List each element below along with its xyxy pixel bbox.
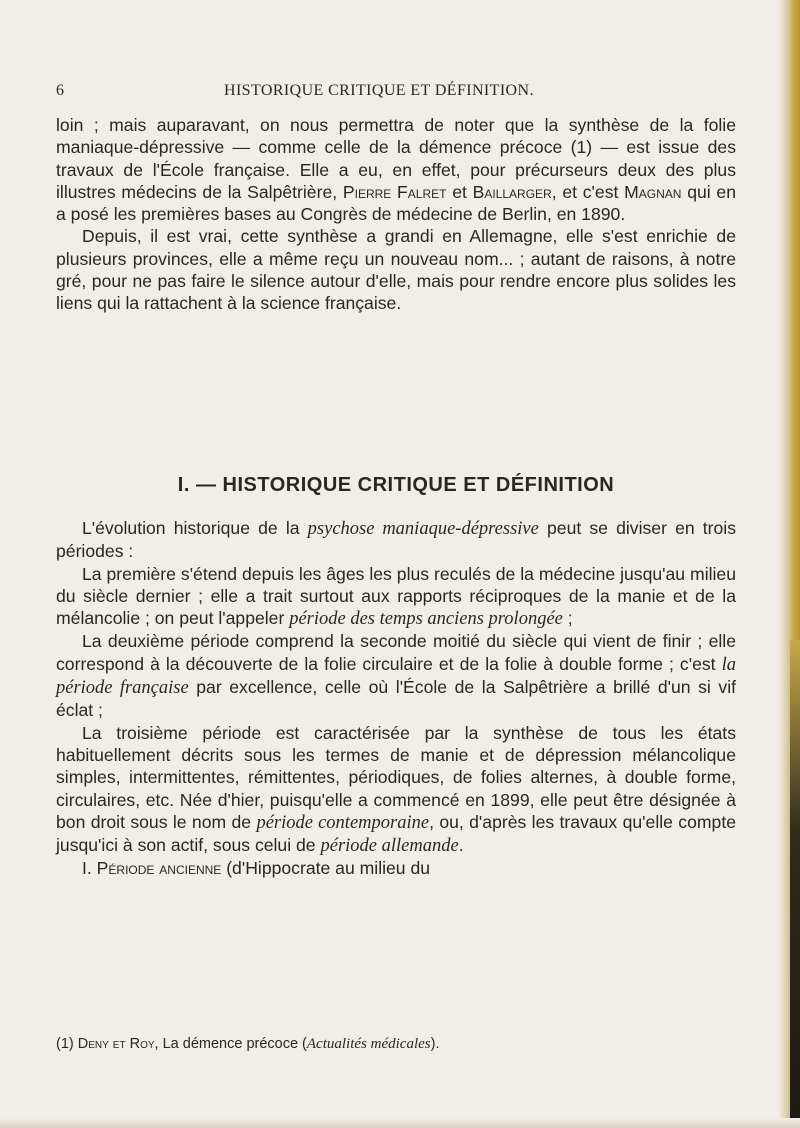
subsection-label: Période ancienne bbox=[96, 858, 222, 879]
running-title: HISTORIQUE CRITIQUE ET DÉFINITION. bbox=[224, 82, 534, 99]
intro-paragraph-2: Depuis, il est vrai, cette synthèse a grandi en Allemagne, elle s'est enrichie de plusieurs provinces, elle a même reçu un nouveau nom... ; autant de raisons, à notre gré, pour ne pas faire le silence autour d'elle, mais pour rendre encore plus solides les liens qui la rattachent à la science française. bbox=[56, 226, 736, 314]
page-number: 6 bbox=[56, 82, 65, 99]
emphasis: période allemande bbox=[320, 836, 459, 857]
section-paragraph-2: La première s'étend depuis les âges les plus reculés de la médecine jusqu'au milieu du siècle dernier ; elle a trait surtout aux rapports réciproques de la manie et de la mélancolie ; on peut l'appeler période des temps anciens prolongée ; bbox=[56, 563, 736, 630]
footnote-journal: Actualités médicales bbox=[306, 1036, 431, 1052]
section-paragraph-4: La troisième période est caractérisée par la synthèse de tous les états habituellement décrits sous les termes de manie et de dépression mélancolique simples, intermittentes, rémittentes, périodiques, de folies alternes, à double forme, circulaires, etc. Née d'hier, puisqu'elle a commencé en 1899, elle peut être désignée à bon droit sous le nom de période contemporaine, ou, d'après les travaux qu'elle compte jusqu'ici à son actif, sous celui de période allemande. bbox=[56, 722, 736, 857]
section-paragraph-5: I. Période ancienne (d'Hippocrate au milieu du bbox=[82, 858, 431, 879]
footnote: (1) Deny et Roy, La démence précoce (Actualités médicales). bbox=[56, 1036, 440, 1052]
emphasis: la période française bbox=[56, 654, 736, 699]
emphasis: période contemporaine bbox=[256, 812, 430, 833]
section-paragraph-3: La deuxième période comprend la seconde moitié du siècle qui vient de finir ; elle correspond à la découverte de la folie circulaire et de la folie à double forme ; c'est la période française par excellence, celle où l'École de la Salpêtrière a brillé d'un si vif éclat ; bbox=[56, 631, 736, 721]
section-heading: I. — HISTORIQUE CRITIQUE ET DÉFINITION bbox=[177, 474, 615, 496]
footnote-author: Deny et Roy bbox=[77, 1036, 155, 1052]
author-name: Magnan bbox=[624, 181, 682, 202]
binding-edge bbox=[790, 640, 800, 1128]
emphasis: psychose maniaque-dépressive bbox=[307, 519, 539, 539]
author-name: Baillarger bbox=[472, 181, 552, 202]
emphasis: période des temps anciens prolongée bbox=[289, 609, 563, 630]
section-paragraph-1: L'évolution historique de la psychose maniaque-dépressive peut se diviser en trois périodes : bbox=[56, 518, 737, 562]
page-bottom-edge bbox=[0, 1118, 800, 1128]
intro-text bbox=[56, 114, 736, 315]
intro-paragraph-1: loin ; mais auparavant, on nous permettra de noter que la synthèse de la folie maniaque-dépressive — comme celle de la démence précoce (1) — est issue des travaux de l'École française. Elle a eu, en effet, pour précurseurs deux des plus illustres médecins de la Salpêtrière, Pierre Falret et Baillarger, et c'est Magnan qui en a posé les premières bases au Congrès de médecine de Berlin, en 1890. bbox=[56, 115, 736, 225]
author-name: Pierre Falret bbox=[342, 181, 447, 202]
section-text bbox=[56, 517, 736, 880]
